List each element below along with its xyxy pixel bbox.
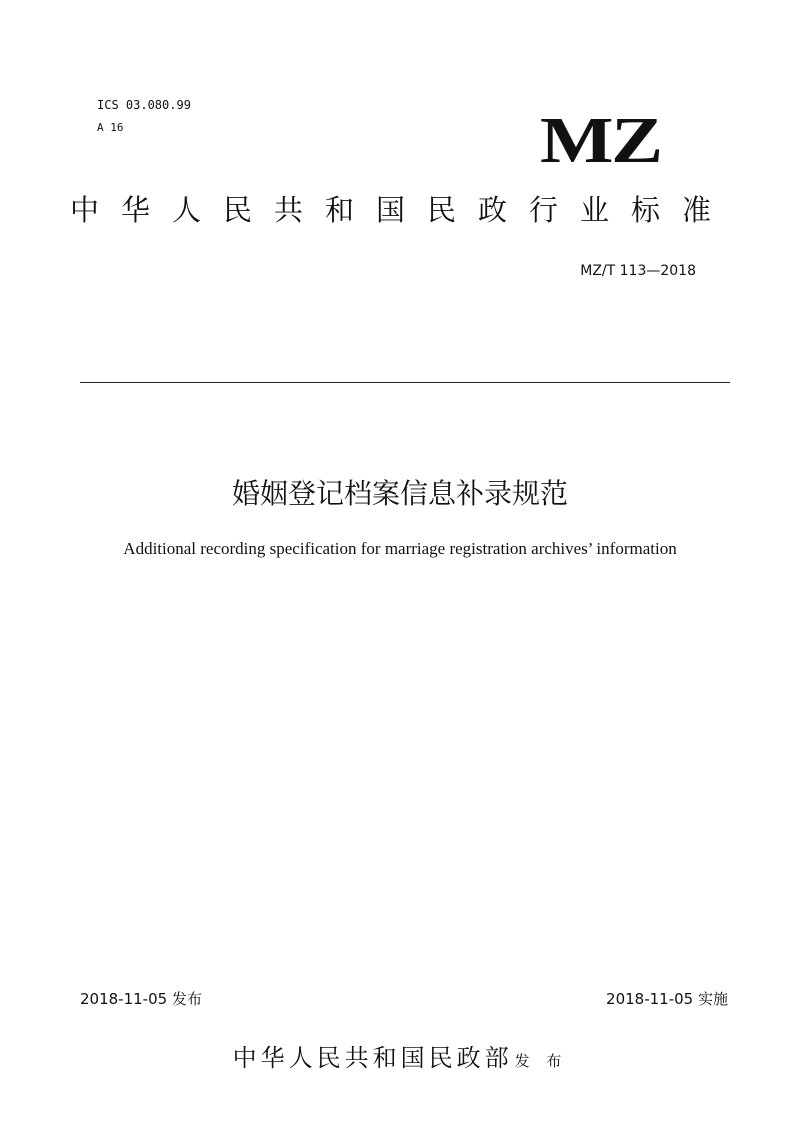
standard-code: MZ/T 113—2018 [580, 263, 696, 279]
issuer-name: 中华人民共和国民政部 [232, 1044, 513, 1072]
industry-standard-title: 中华人民共和国民政行业标准 [70, 193, 734, 227]
ics-number: ICS 03.080.99 [97, 98, 191, 112]
issuer-suffix: 发 布 [514, 1052, 568, 1070]
mz-logo: MZ [540, 104, 661, 177]
document-title-english: Additional recording specification for marriage registration archives’ information [123, 539, 677, 558]
ccs-number: A 16 [97, 121, 124, 134]
issue-date: 2018-11-05 发布 [80, 990, 202, 1008]
implementation-date: 2018-11-05 实施 [606, 990, 728, 1008]
document-title-chinese: 婚姻登记档案信息补录规范 [231, 477, 568, 510]
divider-line [80, 382, 730, 383]
issuer-line [0, 1042, 800, 1077]
